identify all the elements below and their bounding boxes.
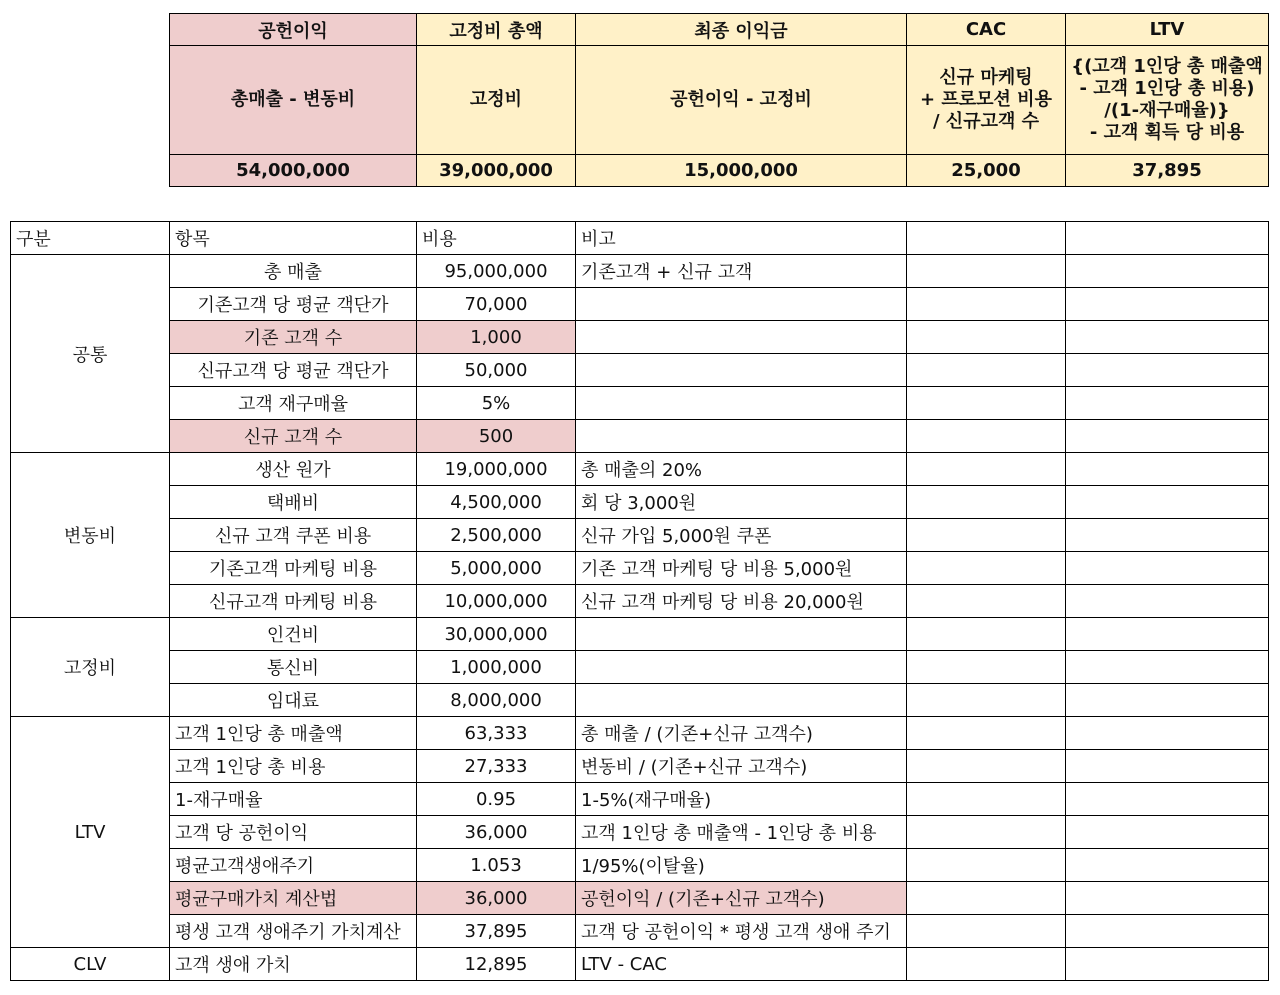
note-cell: 변동비 / (기존+신규 고객수) [576, 750, 907, 783]
empty-cell [907, 948, 1066, 981]
summary-value-fixed-total: 39,000,000 [417, 155, 576, 187]
table-row [11, 255, 1269, 288]
cost-cell: 1,000 [417, 321, 576, 354]
table-row [11, 684, 1269, 717]
empty-cell [1066, 387, 1269, 420]
category-cell: LTV [11, 717, 170, 948]
cost-cell: 10,000,000 [417, 585, 576, 618]
formula-line: 공헌이익 - 고정비 [670, 89, 812, 110]
summary-formula-ltv [1066, 46, 1269, 155]
cost-cell: 5,000,000 [417, 552, 576, 585]
item-cell: 기존 고객 수 [170, 321, 417, 354]
formula-line: 고정비 [469, 89, 523, 110]
note-cell: 회 당 3,000원 [576, 486, 907, 519]
table-row [11, 915, 1269, 948]
formula-line: {(고객 1인당 총 매출액 [1071, 56, 1263, 77]
summary-value-contribution: 54,000,000 [170, 155, 417, 187]
empty-cell [907, 387, 1066, 420]
detail-header-cost: 비용 [417, 222, 576, 255]
empty-cell [907, 486, 1066, 519]
table-row [11, 816, 1269, 849]
formula-line: + 프로모션 비용 [920, 89, 1052, 110]
item-cell: 1-재구매율 [170, 783, 417, 816]
empty-cell [907, 354, 1066, 387]
empty-cell [1066, 651, 1269, 684]
item-cell: 총 매출 [170, 255, 417, 288]
table-row [11, 585, 1269, 618]
item-cell: 임대료 [170, 684, 417, 717]
note-cell [576, 651, 907, 684]
note-cell: 고객 당 공헌이익 * 평생 고객 생애 주기 [576, 915, 907, 948]
empty-cell [1066, 849, 1269, 882]
detail-header-note: 비고 [576, 222, 907, 255]
table-row [11, 321, 1269, 354]
cost-cell: 27,333 [417, 750, 576, 783]
note-cell: 총 매출의 20% [576, 453, 907, 486]
summary-value-final-profit: 15,000,000 [576, 155, 907, 187]
summary-table [169, 13, 1269, 187]
item-cell: 신규 고객 쿠폰 비용 [170, 519, 417, 552]
item-cell: 고객 당 공헌이익 [170, 816, 417, 849]
table-row [11, 288, 1269, 321]
cost-cell: 2,500,000 [417, 519, 576, 552]
item-cell: 기존고객 당 평균 객단가 [170, 288, 417, 321]
empty-cell [1066, 585, 1269, 618]
table-row [11, 783, 1269, 816]
detail-table [10, 221, 1269, 981]
note-cell [576, 618, 907, 651]
cost-cell: 4,500,000 [417, 486, 576, 519]
formula-line: - 고객 획득 당 비용 [1089, 122, 1245, 143]
note-cell: 총 매출 / (기존+신규 고객수) [576, 717, 907, 750]
summary-header-fixed-total: 고정비 총액 [417, 14, 576, 46]
note-cell: 신규 가입 5,000원 쿠폰 [576, 519, 907, 552]
formula-line: / 신규고객 수 [932, 111, 1040, 132]
cost-cell: 95,000,000 [417, 255, 576, 288]
table-row [11, 651, 1269, 684]
empty-cell [1066, 750, 1269, 783]
empty-cell [907, 321, 1066, 354]
detail-header-empty [907, 222, 1066, 255]
empty-cell [907, 816, 1066, 849]
empty-cell [1066, 684, 1269, 717]
table-row [11, 717, 1269, 750]
summary-formula-contribution [170, 46, 417, 155]
item-cell: 평생 고객 생애주기 가치계산 [170, 915, 417, 948]
empty-cell [907, 882, 1066, 915]
empty-cell [907, 453, 1066, 486]
empty-cell [907, 750, 1066, 783]
empty-cell [1066, 783, 1269, 816]
item-cell: 고객 1인당 총 비용 [170, 750, 417, 783]
summary-header-row [170, 14, 1269, 46]
item-cell: 평균고객생애주기 [170, 849, 417, 882]
item-cell: 고객 1인당 총 매출액 [170, 717, 417, 750]
note-cell [576, 420, 907, 453]
empty-cell [1066, 948, 1269, 981]
cost-cell: 30,000,000 [417, 618, 576, 651]
summary-header-cac: CAC [907, 14, 1066, 46]
note-cell [576, 684, 907, 717]
table-row [11, 420, 1269, 453]
table-row [11, 519, 1269, 552]
empty-cell [1066, 288, 1269, 321]
empty-cell [1066, 255, 1269, 288]
empty-cell [907, 552, 1066, 585]
item-cell: 신규고객 마케팅 비용 [170, 585, 417, 618]
empty-cell [907, 585, 1066, 618]
empty-cell [907, 420, 1066, 453]
item-cell: 인건비 [170, 618, 417, 651]
formula-line: 신규 마케팅 [939, 67, 1033, 88]
detail-header-category: 구분 [11, 222, 170, 255]
table-row [11, 453, 1269, 486]
item-cell: 생산 원가 [170, 453, 417, 486]
note-cell: 1-5%(재구매율) [576, 783, 907, 816]
empty-cell [907, 255, 1066, 288]
empty-cell [907, 717, 1066, 750]
empty-cell [1066, 552, 1269, 585]
formula-line: /(1-재구매율)} [1104, 100, 1230, 121]
table-row [11, 882, 1269, 915]
empty-cell [1066, 882, 1269, 915]
table-row [11, 618, 1269, 651]
summary-header-contribution: 공헌이익 [170, 14, 417, 46]
empty-cell [1066, 420, 1269, 453]
cost-cell: 37,895 [417, 915, 576, 948]
cost-cell: 50,000 [417, 354, 576, 387]
empty-cell [907, 684, 1066, 717]
empty-cell [907, 849, 1066, 882]
summary-value-ltv: 37,895 [1066, 155, 1269, 187]
note-cell: 1/95%(이탈율) [576, 849, 907, 882]
summary-header-final-profit: 최종 이익금 [576, 14, 907, 46]
note-cell: 고객 1인당 총 매출액 - 1인당 총 비용 [576, 816, 907, 849]
cost-cell: 63,333 [417, 717, 576, 750]
item-cell: 택배비 [170, 486, 417, 519]
empty-cell [1066, 618, 1269, 651]
item-cell: 신규 고객 수 [170, 420, 417, 453]
table-row [11, 387, 1269, 420]
table-row [11, 552, 1269, 585]
summary-formula-fixed-total [417, 46, 576, 155]
item-cell: 평균구매가치 계산법 [170, 882, 417, 915]
note-cell: LTV - CAC [576, 948, 907, 981]
empty-cell [1066, 486, 1269, 519]
summary-formula-row [170, 46, 1269, 155]
note-cell: 기존 고객 마케팅 당 비용 5,000원 [576, 552, 907, 585]
item-cell: 신규고객 당 평균 객단가 [170, 354, 417, 387]
empty-cell [907, 783, 1066, 816]
empty-cell [907, 618, 1066, 651]
category-cell: 공통 [11, 255, 170, 453]
formula-line: 총매출 - 변동비 [230, 89, 356, 110]
cost-cell: 36,000 [417, 882, 576, 915]
empty-cell [1066, 519, 1269, 552]
cost-cell: 5% [417, 387, 576, 420]
empty-cell [907, 519, 1066, 552]
cost-cell: 1,000,000 [417, 651, 576, 684]
empty-cell [1066, 816, 1269, 849]
empty-cell [907, 651, 1066, 684]
cost-cell: 8,000,000 [417, 684, 576, 717]
cost-cell: 1.053 [417, 849, 576, 882]
cost-cell: 500 [417, 420, 576, 453]
cost-cell: 36,000 [417, 816, 576, 849]
empty-cell [1066, 321, 1269, 354]
formula-line: - 고객 1인당 총 비용) [1079, 78, 1255, 99]
note-cell: 신규 고객 마케팅 당 비용 20,000원 [576, 585, 907, 618]
empty-cell [907, 915, 1066, 948]
note-cell [576, 288, 907, 321]
empty-cell [1066, 915, 1269, 948]
table-row [11, 486, 1269, 519]
note-cell [576, 354, 907, 387]
empty-cell [907, 288, 1066, 321]
summary-header-ltv: LTV [1066, 14, 1269, 46]
cost-cell: 70,000 [417, 288, 576, 321]
category-cell: CLV [11, 948, 170, 981]
note-cell: 기존고객 + 신규 고객 [576, 255, 907, 288]
empty-cell [1066, 453, 1269, 486]
category-cell: 변동비 [11, 453, 170, 618]
table-row [11, 354, 1269, 387]
summary-formula-cac [907, 46, 1066, 155]
cost-cell: 0.95 [417, 783, 576, 816]
item-cell: 고객 재구매율 [170, 387, 417, 420]
summary-formula-final-profit [576, 46, 907, 155]
table-row [11, 948, 1269, 981]
detail-header-empty [1066, 222, 1269, 255]
item-cell: 기존고객 마케팅 비용 [170, 552, 417, 585]
summary-value-row [170, 155, 1269, 187]
detail-header-row [11, 222, 1269, 255]
cost-cell: 12,895 [417, 948, 576, 981]
category-cell: 고정비 [11, 618, 170, 717]
empty-cell [1066, 354, 1269, 387]
detail-header-item: 항목 [170, 222, 417, 255]
note-cell [576, 387, 907, 420]
note-cell [576, 321, 907, 354]
summary-value-cac: 25,000 [907, 155, 1066, 187]
item-cell: 통신비 [170, 651, 417, 684]
item-cell: 고객 생애 가치 [170, 948, 417, 981]
table-row [11, 750, 1269, 783]
table-row [11, 849, 1269, 882]
empty-cell [1066, 717, 1269, 750]
detail-table-body [11, 222, 1269, 981]
note-cell: 공헌이익 / (기존+신규 고객수) [576, 882, 907, 915]
cost-cell: 19,000,000 [417, 453, 576, 486]
